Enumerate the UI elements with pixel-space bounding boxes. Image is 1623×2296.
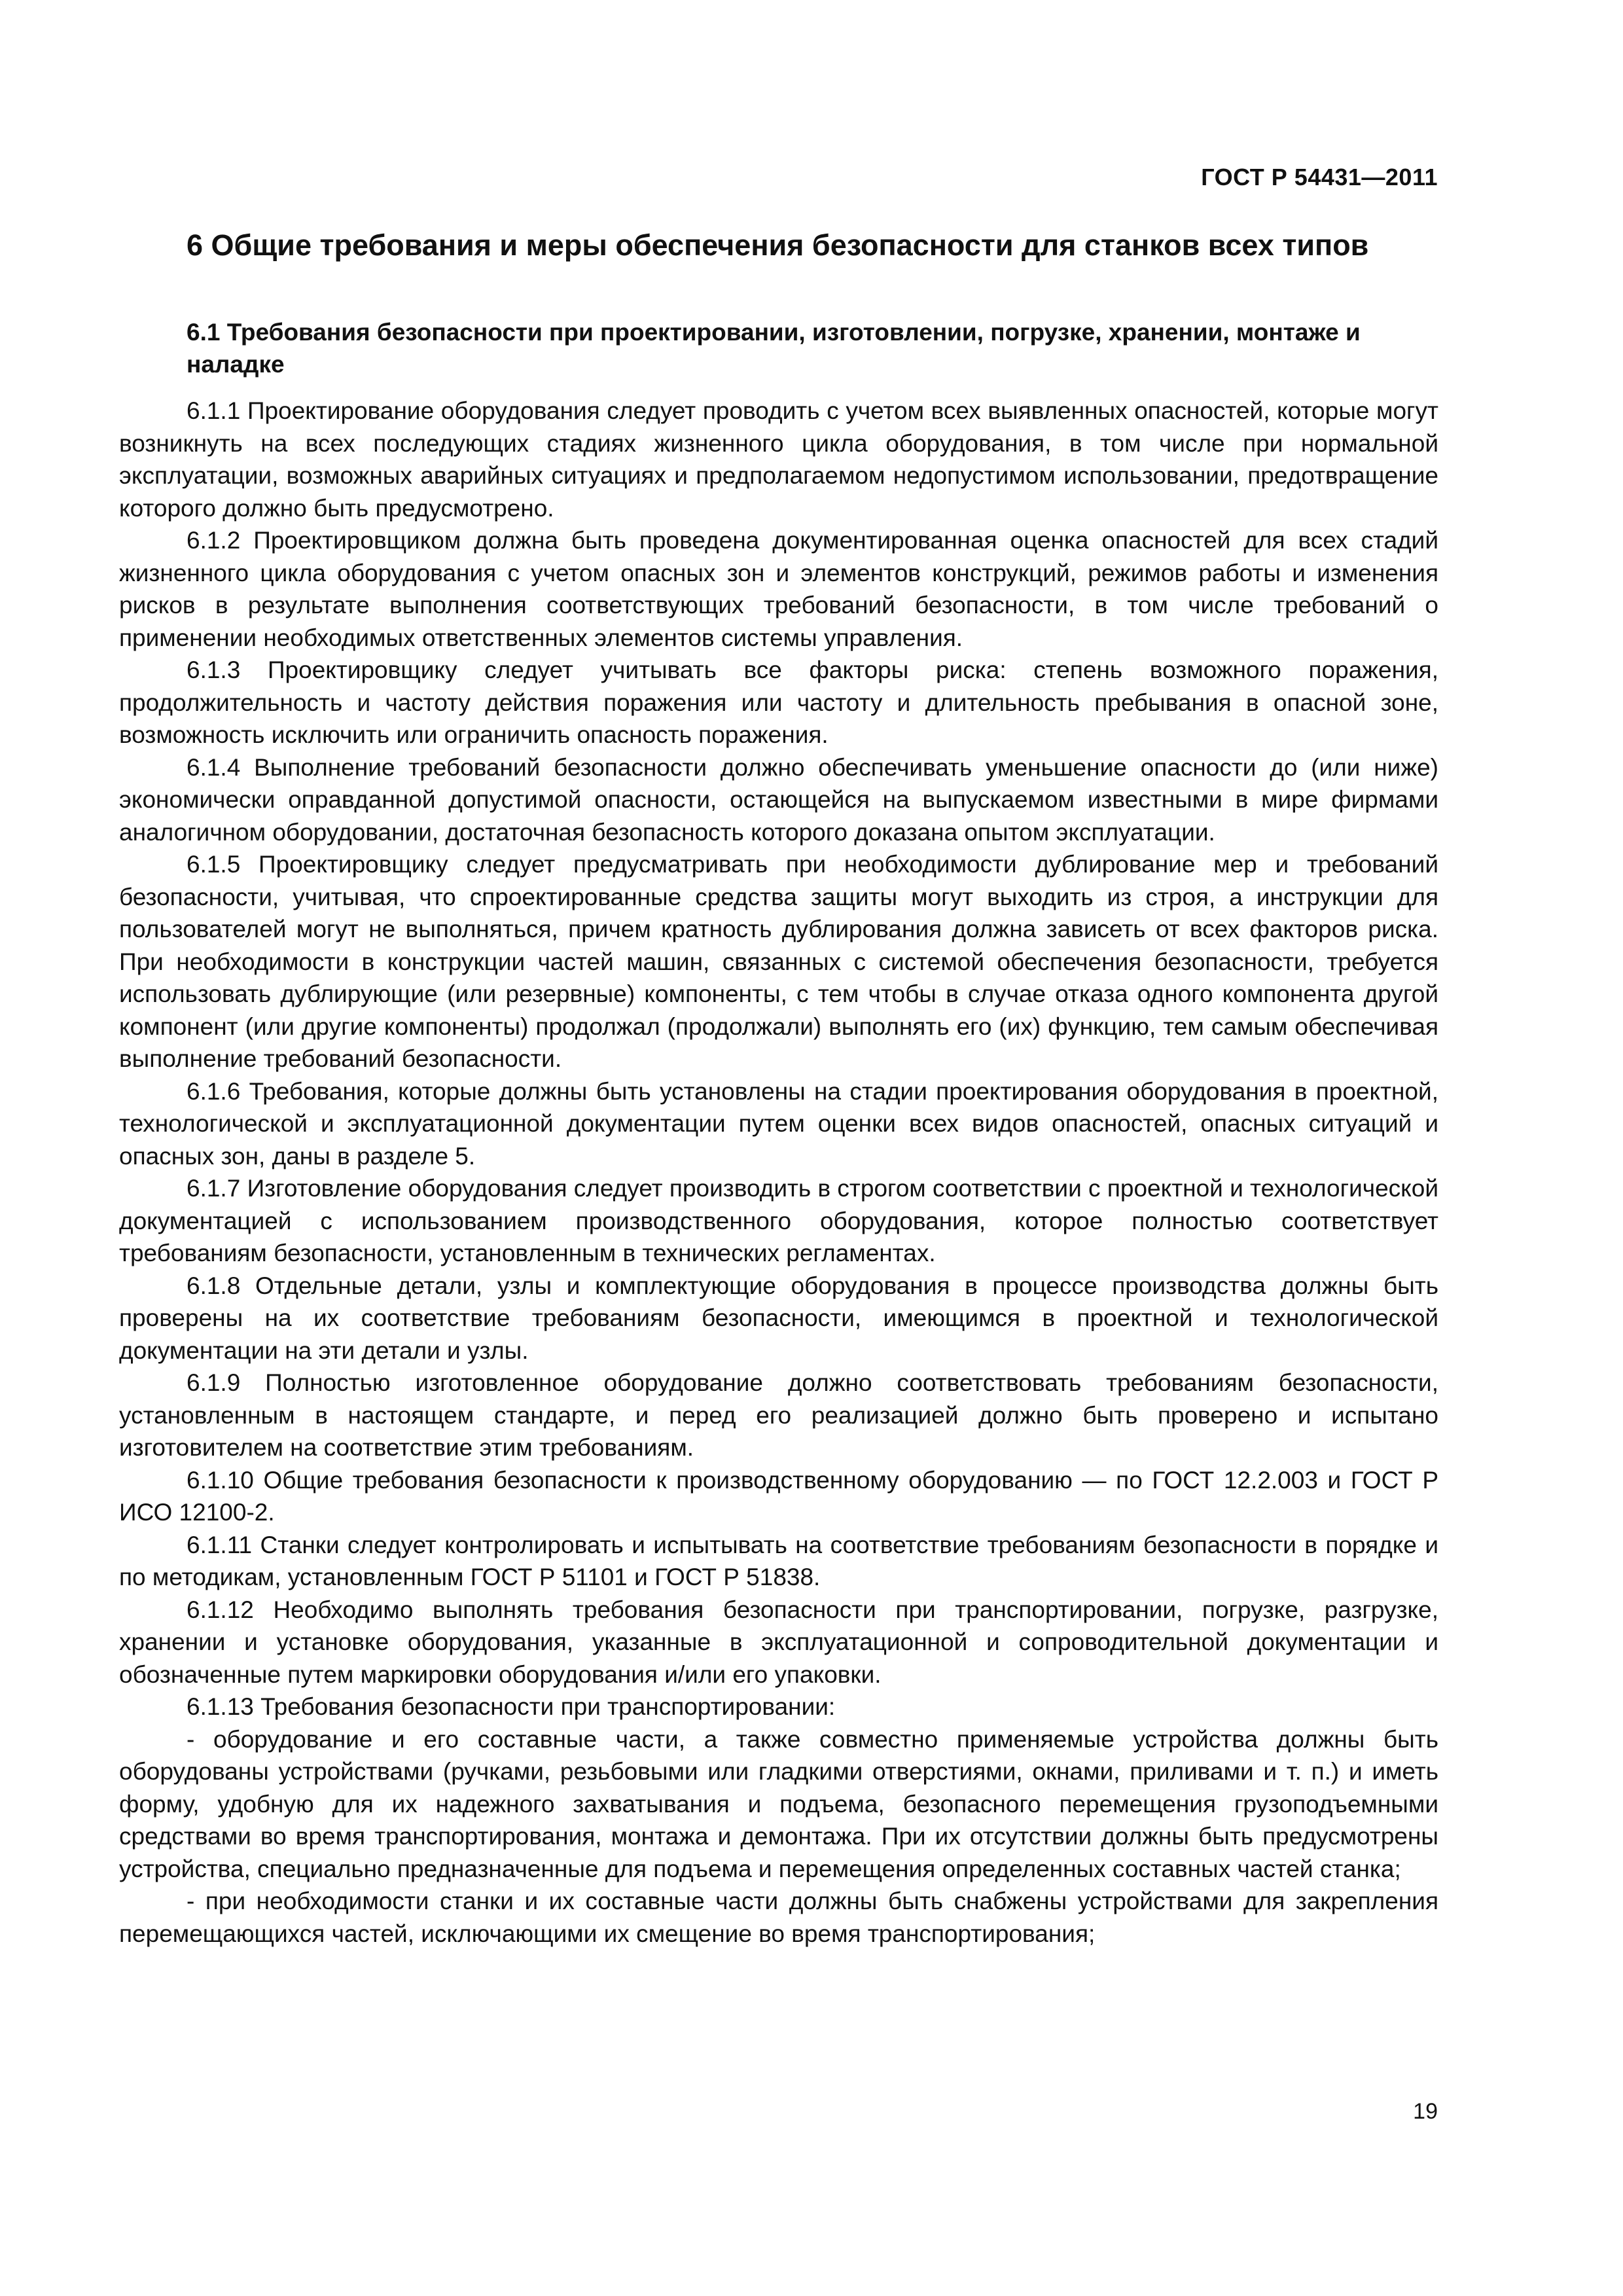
- paragraph-6-1-11: 6.1.11 Станки следует контролировать и испытывать на соответствие требованиям безопасности в порядке и по методикам, установленным ГОСТ Р 51101 и ГОСТ Р 51838.: [119, 1531, 1438, 1590]
- document-body: [119, 226, 1438, 1950]
- paragraph-6-1-6: 6.1.6 Требования, которые должны быть установлены на стадии проектирования оборудования в проектной, технологической и эксплуатационной документации путем оценки всех видов опасностей, опасных ситуаций и опасных зон, даны в разделе 5.: [119, 1077, 1438, 1170]
- subsection-title: 6.1 Требования безопасности при проектировании, изготовлении, погрузке, хранении, монтаже и наладке: [187, 319, 1361, 378]
- paragraph-6-1-4: 6.1.4 Выполнение требований безопасности должно обеспечивать уменьшение опасности до (или ниже) экономически оправданной допустимой опасности, остающейся на выпускаемом известными в мире фирмами аналогичном оборудовании, достаточная безопасность которого доказана опытом эксплуатации.: [119, 753, 1438, 846]
- paragraph-6-1-5: 6.1.5 Проектировщику следует предусматривать при необходимости дублирование мер и требований безопасности, учитывая, что спроектированные средства защиты могут выходить из строя, а инструкции для пользователей могут не выполняться, причем кратность дублирования должна зависеть от всех факторов риска. При необходимости в конструкции частей машин, связанных с системой обеспечения безопасности, требуется использовать дублирующие (или резервные) компоненты, с тем чтобы в случае отказа одного компонента другой компонент (или другие компоненты) продолжал (продолжали) выполнять его (их) функцию, тем самым обеспечивая выполнение требований безопасности.: [119, 851, 1438, 1072]
- paragraph-6-1-1: 6.1.1 Проектирование оборудования следует проводить с учетом всех выявленных опасностей, которые могут возникнуть на всех последующих стадиях жизненного цикла оборудования, в том числе при нормальной эксплуатации, возможных аварийных ситуациях и предполагаемом недопустимом использовании, предотвращение которого должно быть предусмотрено.: [119, 397, 1438, 522]
- section-title: 6 Общие требования и меры обеспечения безопасности для станков всех типов: [187, 228, 1369, 262]
- paragraph-6-1-12: 6.1.12 Необходимо выполнять требования безопасности при транспортировании, погрузке, разгрузке, хранении и установке оборудования, указанные в эксплуатационной и сопроводительной документации и обозначенные путем маркировки оборудования и/или его упаковки.: [119, 1596, 1438, 1688]
- list-item-transport-lifting: - оборудование и его составные части, а также совместно применяемые устройства должны быть оборудованы устройствами (ручками, резьбовыми или гладкими отверстиями, окнами, приливами и т. п.) и иметь форму, удобную для их надежного захватывания и подъема, безопасного перемещения грузоподъемными средствами во время транспортирования, монтажа и демонтажа. При их отсутствии должны быть предусмотрены устройства, специально предназначенные для подъема и перемещения определенных составных частей станка;: [119, 1725, 1438, 1882]
- paragraph-6-1-2: 6.1.2 Проектировщиком должна быть проведена документированная оценка опасностей для всех стадий жизненного цикла оборудования с учетом опасных зон и элементов конструкций, режимов работы и изменения рисков в результате выполнения соответствующих требований безопасности, в том числе требований о применении необходимых ответственных элементов системы управления.: [119, 527, 1438, 651]
- document-code-header: ГОСТ Р 54431—2011: [1201, 164, 1438, 190]
- list-item-transport-fixing: - при необходимости станки и их составные части должны быть снабжены устройствами для закрепления перемещающихся частей, исключающими их смещение во время транспортирования;: [119, 1888, 1438, 1947]
- paragraph-6-1-7: 6.1.7 Изготовление оборудования следует производить в строгом соответствии с проектной и технологической документацией с использованием производственного оборудования, которое полностью соответствует требованиям безопасности, установленным в технических регламентах.: [119, 1175, 1438, 1266]
- paragraph-6-1-8: 6.1.8 Отдельные детали, узлы и комплектующие оборудования в процессе производства должны быть проверены на их соответствие требованиям безопасности, имеющимся в проектной и технологической документации на эти детали и узлы.: [119, 1272, 1438, 1364]
- paragraph-6-1-10: 6.1.10 Общие требования безопасности к производственному оборудованию — по ГОСТ 12.2.003 и ГОСТ Р ИСО 12100-2.: [119, 1466, 1438, 1526]
- paragraph-6-1-3: 6.1.3 Проектировщику следует учитывать все факторы риска: степень возможного поражения, продолжительность и частоту действия поражения или частоту и длительность пребывания в опасной зоне, возможность исключить или ограничить опасность поражения.: [119, 656, 1438, 748]
- paragraph-6-1-13: 6.1.13 Требования безопасности при транспортировании:: [187, 1693, 836, 1720]
- paragraph-6-1-9: 6.1.9 Полностью изготовленное оборудование должно соответствовать требованиям безопасности, установленным в настоящем стандарте, и перед его реализацией должно быть проверено и испытано изготовителем на соответствие этим требованиям.: [119, 1369, 1438, 1461]
- page-number: 19: [1413, 2099, 1438, 2124]
